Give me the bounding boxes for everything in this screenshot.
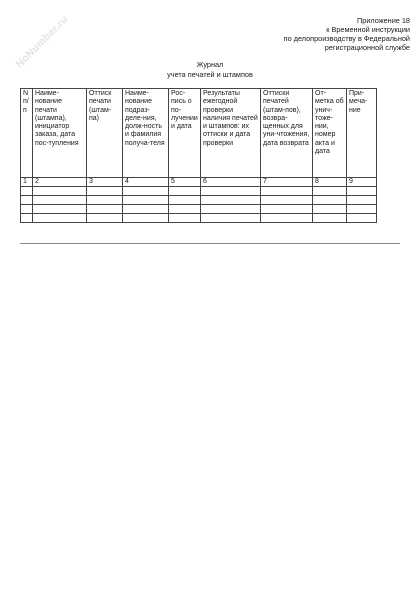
empty-cell <box>313 187 347 196</box>
empty-cell <box>123 214 169 223</box>
column-number: 9 <box>347 178 377 187</box>
watermark: NoNumber.ru <box>13 13 71 71</box>
empty-cell <box>21 196 33 205</box>
header-cell: От-метка об унич-тоже-нии, номер акта и дата <box>313 89 347 178</box>
empty-cell <box>347 205 377 214</box>
empty-cell <box>33 205 87 214</box>
appendix-line: регистрационной службе <box>324 43 410 52</box>
header-cell: Наиме-нование печати (штампа), инициатор заказа, дата пос-тупления <box>33 89 87 178</box>
header-cell: Результаты ежегодной проверки наличия печатей и штампов: их оттиски и дата проверки <box>201 89 261 178</box>
empty-cell <box>33 187 87 196</box>
empty-cell <box>201 214 261 223</box>
table-header-row <box>21 89 377 178</box>
journal-title <box>0 60 420 79</box>
appendix-line: по делопроизводству в Федеральной <box>283 34 410 43</box>
column-number-row <box>21 178 377 187</box>
appendix-note <box>210 16 410 52</box>
empty-cell <box>33 214 87 223</box>
header-cell: При-меча-ние <box>347 89 377 178</box>
empty-cell <box>87 214 123 223</box>
header-cell: Оттиск печати (штам-па) <box>87 89 123 178</box>
empty-cell <box>261 196 313 205</box>
empty-cell <box>21 214 33 223</box>
empty-cell <box>313 214 347 223</box>
empty-cell <box>313 205 347 214</box>
header-cell: Оттиски печатей (штам-пов), возвра-щенных для уни-чтожения, дата возврата <box>261 89 313 178</box>
empty-cell <box>123 187 169 196</box>
empty-cell <box>169 187 201 196</box>
column-number: 2 <box>33 178 87 187</box>
empty-cell <box>21 187 33 196</box>
empty-cell <box>169 196 201 205</box>
empty-row <box>21 214 377 223</box>
empty-cell <box>87 196 123 205</box>
journal-title-line: Журнал <box>196 60 224 69</box>
column-number: 1 <box>21 178 33 187</box>
empty-cell <box>87 187 123 196</box>
empty-cell <box>261 205 313 214</box>
header-cell: N п/п <box>21 89 33 178</box>
appendix-line: к Временной инструкции <box>326 25 410 34</box>
empty-cell <box>123 196 169 205</box>
journal-subtitle: учета печатей и штампов <box>167 69 253 79</box>
header-cell: Рос-пись о по-лучении и дата <box>169 89 201 178</box>
column-number: 6 <box>201 178 261 187</box>
empty-cell <box>87 205 123 214</box>
empty-cell <box>169 214 201 223</box>
empty-row <box>21 196 377 205</box>
journal-table <box>20 88 377 223</box>
appendix-line: Приложение 18 <box>357 16 410 25</box>
empty-cell <box>347 214 377 223</box>
empty-cell <box>21 205 33 214</box>
column-number: 8 <box>313 178 347 187</box>
column-number: 3 <box>87 178 123 187</box>
empty-cell <box>201 187 261 196</box>
empty-cell <box>201 196 261 205</box>
empty-cell <box>201 205 261 214</box>
empty-row <box>21 187 377 196</box>
empty-cell <box>33 196 87 205</box>
divider-line <box>20 243 400 244</box>
column-number: 7 <box>261 178 313 187</box>
column-number: 5 <box>169 178 201 187</box>
empty-cell <box>347 196 377 205</box>
empty-cell <box>261 214 313 223</box>
empty-cell <box>347 187 377 196</box>
empty-cell <box>123 205 169 214</box>
empty-cell <box>313 196 347 205</box>
header-cell: Наиме-нование подраз-деле-ния, долж-ность и фамилия получа-теля <box>123 89 169 178</box>
empty-row <box>21 205 377 214</box>
empty-cell <box>261 187 313 196</box>
empty-cell <box>169 205 201 214</box>
column-number: 4 <box>123 178 169 187</box>
